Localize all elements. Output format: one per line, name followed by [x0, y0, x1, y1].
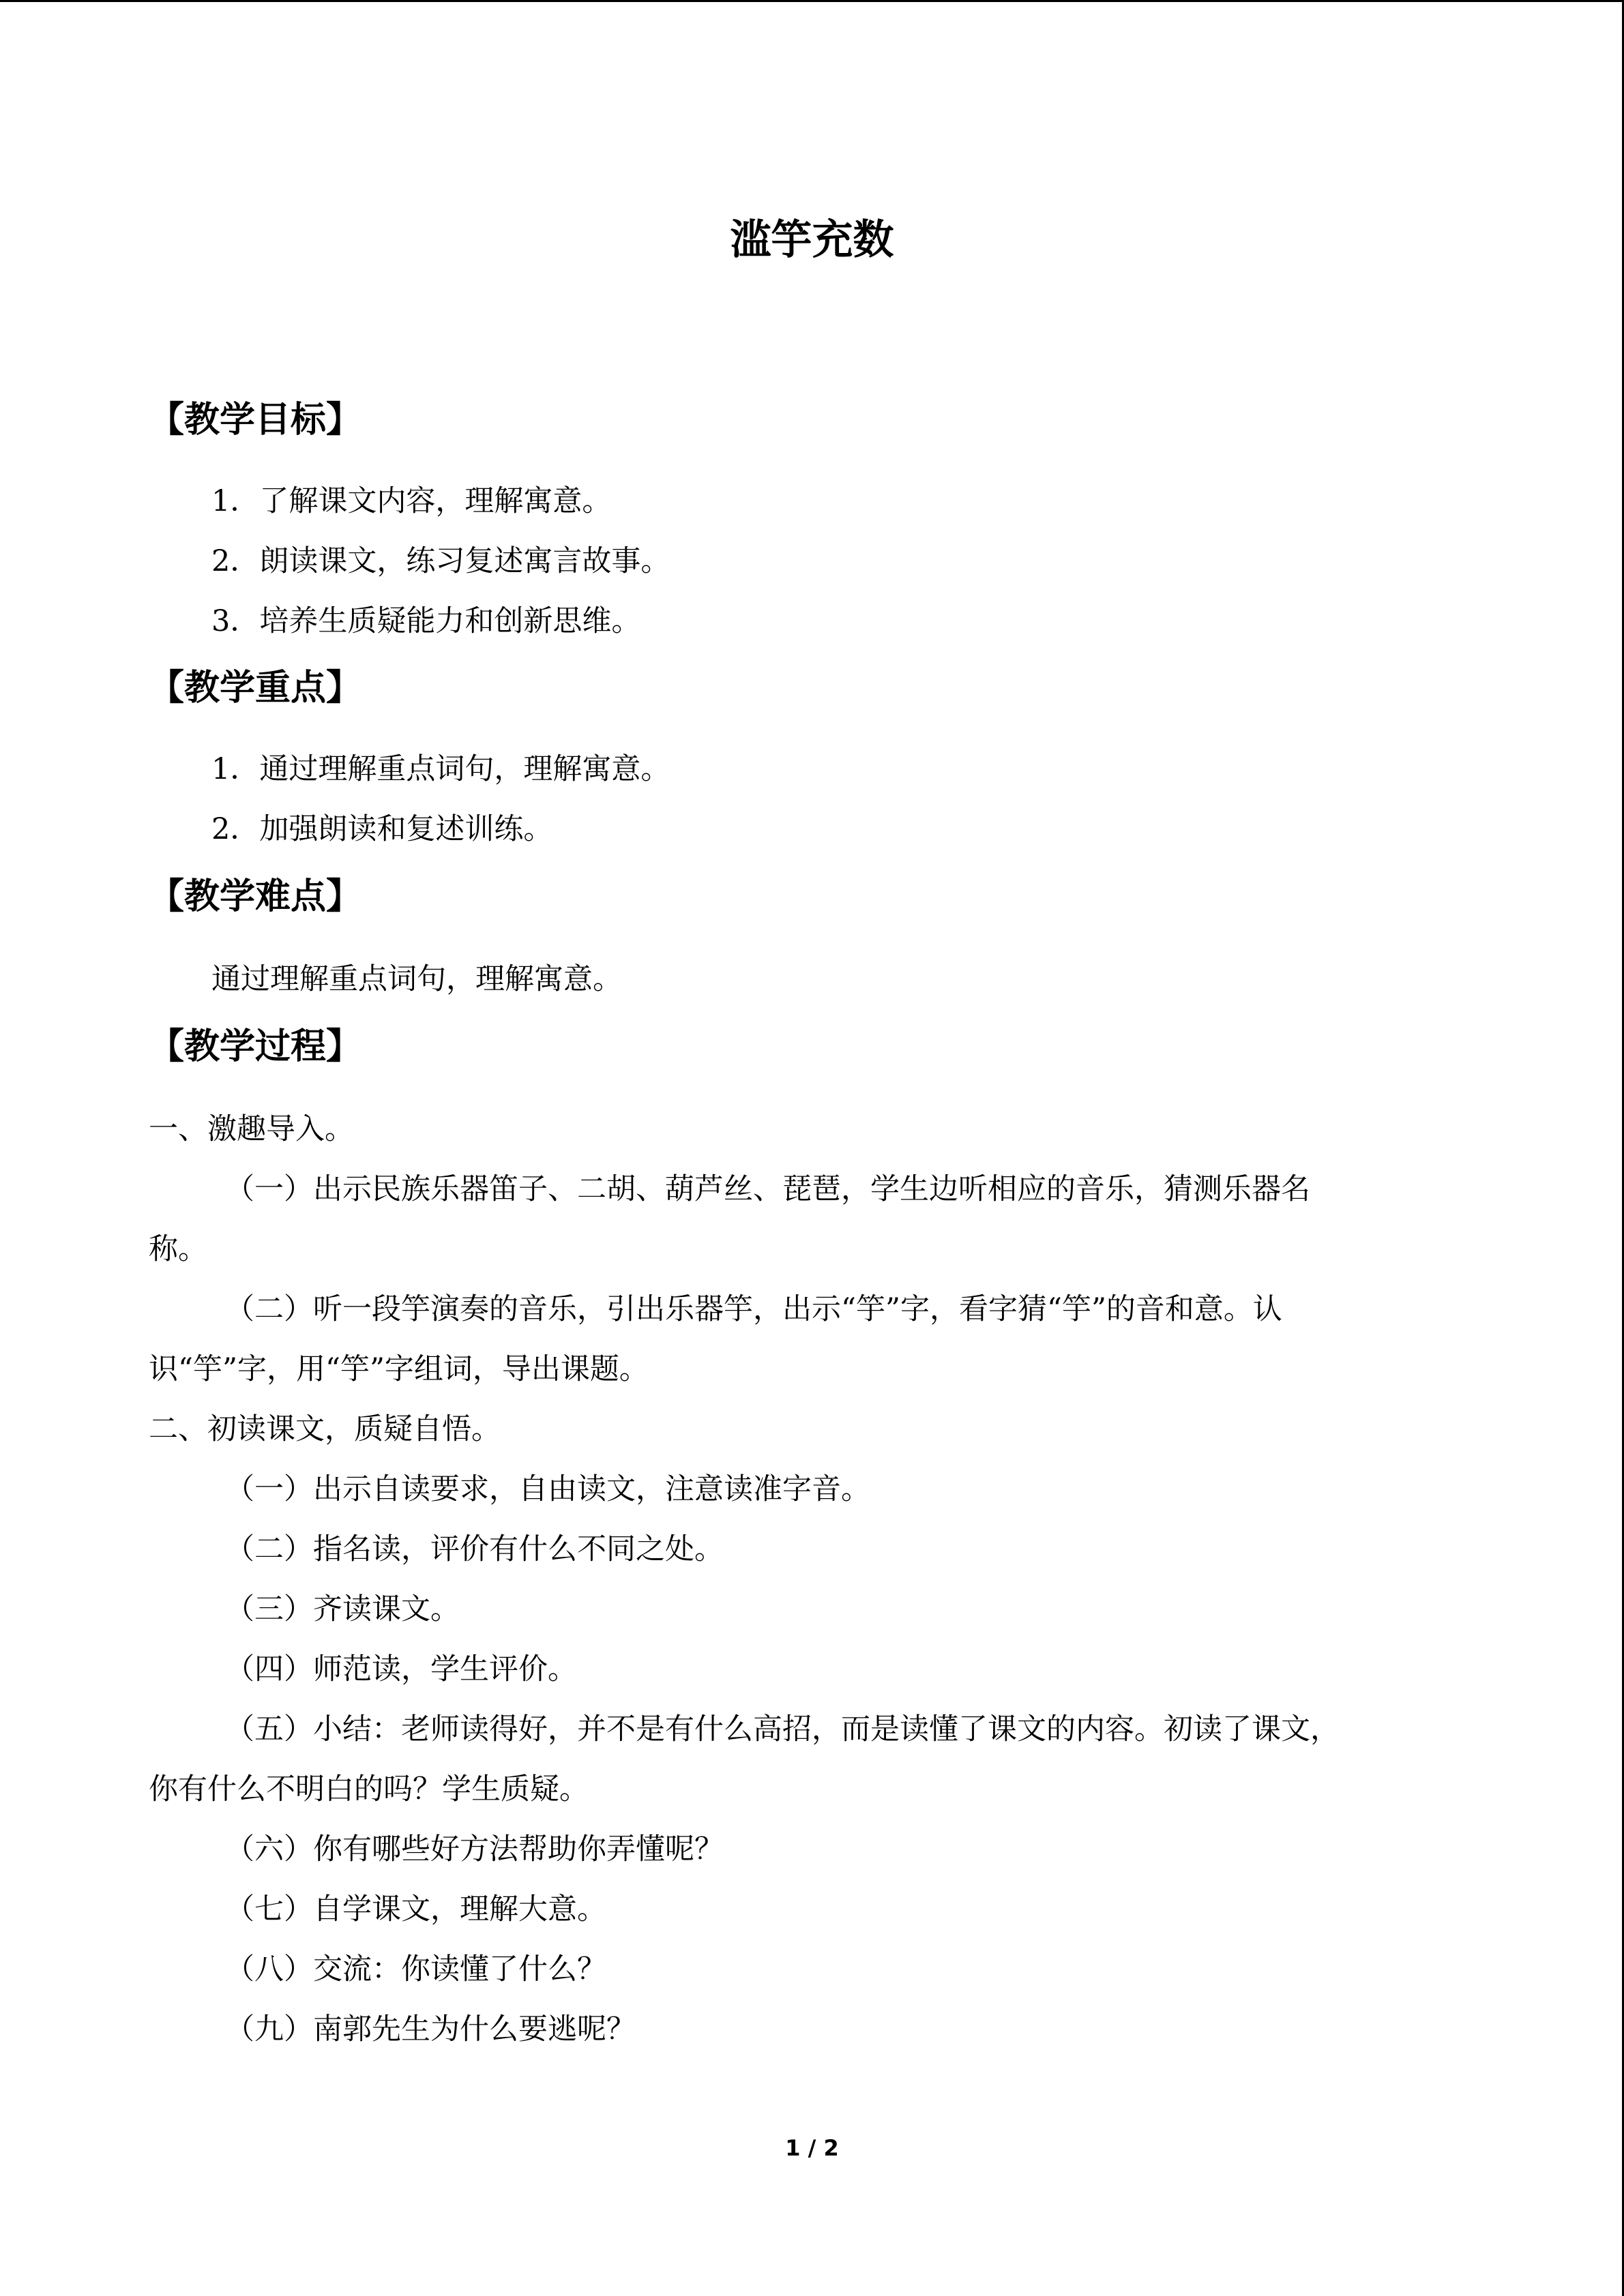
process-2-step-3: （三）齐读课文。 [225, 1592, 460, 1626]
process-1-paragraph-1-line-1: （一）出示民族乐器笛子、二胡、葫芦丝、琵琶，学生边听相应的音乐，猜测乐器名 [225, 1172, 1310, 1206]
process-1-paragraph-1-line-2: 称。 [149, 1232, 207, 1266]
heading-key-points: 【教学重点】 [149, 668, 362, 709]
objective-item-3: 3．培养生质疑能力和创新思维。 [211, 604, 641, 638]
objective-item-2: 2．朗读课文，练习复述寓言故事。 [211, 544, 670, 578]
process-2-step-7: （七）自学课文，理解大意。 [225, 1892, 606, 1926]
process-2-step-2: （二）指名读，评价有什么不同之处。 [225, 1532, 724, 1566]
heading-objectives: 【教学目标】 [149, 400, 362, 441]
key-point-item-1: 1．通过理解重点词句，理解寓意。 [211, 752, 670, 786]
process-section-2-title: 二、初读课文，质疑自悟。 [149, 1412, 501, 1446]
process-2-step-9: （九）南郭先生为什么要逃呢？ [225, 2012, 636, 2046]
page-number: 1 / 2 [785, 2135, 839, 2161]
process-2-step-1: （一）出示自读要求，自由读文，注意读准字音。 [225, 1472, 870, 1506]
objective-item-1: 1．了解课文内容，理解寓意。 [211, 484, 612, 518]
process-2-step-6: （六）你有哪些好方法帮助你弄懂呢？ [225, 1832, 724, 1866]
process-2-step-5-line-2: 你有什么不明白的吗？学生质疑。 [149, 1772, 589, 1806]
key-point-item-2: 2．加强朗读和复述训练。 [211, 812, 553, 846]
difficulty-text: 通过理解重点词句，理解寓意。 [211, 962, 622, 996]
process-1-paragraph-2-line-1: （二）听一段竽演奏的音乐，引出乐器竽，出示“竽”字，看字猜“竽”的音和意。认 [225, 1292, 1282, 1326]
heading-difficulties: 【教学难点】 [149, 876, 362, 917]
process-section-1-title: 一、激趣导入。 [149, 1112, 354, 1146]
heading-process: 【教学过程】 [149, 1026, 362, 1067]
process-2-step-8: （八）交流：你读懂了什么？ [225, 1952, 606, 1986]
process-2-step-5-line-1: （五）小结：老师读得好，并不是有什么高招，而是读懂了课文的内容。初读了课文， [225, 1712, 1340, 1746]
document-title: 滥竽充数 [730, 216, 894, 264]
page-top-border [0, 0, 1624, 2]
process-1-paragraph-2-line-2: 识“竽”字，用“竽”字组词，导出课题。 [149, 1352, 649, 1386]
process-2-step-4: （四）师范读，学生评价。 [225, 1652, 577, 1686]
